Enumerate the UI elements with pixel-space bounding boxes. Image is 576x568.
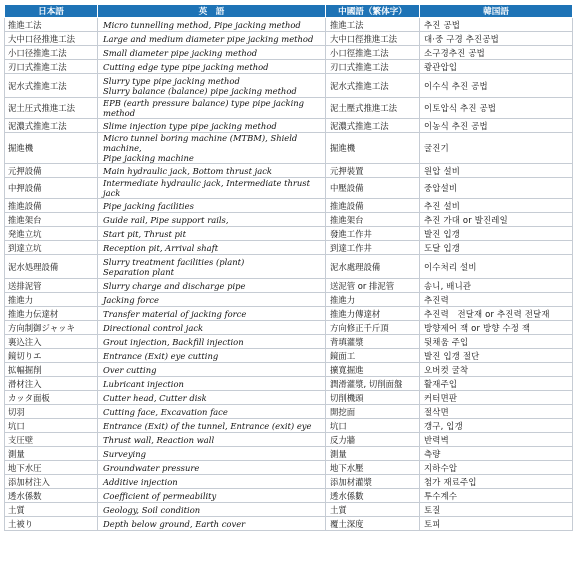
table-row: [5, 60, 573, 74]
term-japanese: 大中口径推進工法: [5, 32, 98, 46]
term-english: Reception pit, Arrival shaft: [98, 241, 326, 255]
term-korean: 추진 가대 or 발진레일: [420, 213, 573, 227]
term-english: Main hydraulic jack, Bottom thrust jack: [98, 164, 326, 178]
table-row: [5, 227, 573, 241]
header-row: [5, 5, 573, 18]
table-row: [5, 178, 573, 199]
term-chinese: 中壓設備: [326, 178, 420, 199]
term-english: Coefficient of permeability: [98, 489, 326, 503]
term-chinese: 發進工作井: [326, 227, 420, 241]
term-chinese: 刃口式推進工法: [326, 60, 420, 74]
term-chinese: 開挖面: [326, 405, 420, 419]
term-japanese: 発進立坑: [5, 227, 98, 241]
term-japanese: 土質: [5, 503, 98, 517]
term-english: Over cutting: [98, 363, 326, 377]
term-english: Cutting face, Excavation face: [98, 405, 326, 419]
term-english: Micro tunnel boring machine (MTBM), Shield machine, Pipe jacking machine: [98, 133, 326, 164]
term-korean: 이수처리 설비: [420, 255, 573, 279]
term-japanese: 推進架台: [5, 213, 98, 227]
term-english: Groundwater pressure: [98, 461, 326, 475]
term-chinese: 到達工作井: [326, 241, 420, 255]
term-korean: 반력벽: [420, 433, 573, 447]
term-korean: 갱구, 입갱: [420, 419, 573, 433]
header-korean: 韓国語: [420, 5, 573, 18]
term-english: Slurry charge and discharge pipe: [98, 279, 326, 293]
term-japanese: 送排泥管: [5, 279, 98, 293]
table-row: [5, 46, 573, 60]
term-korean: 절삭면: [420, 405, 573, 419]
table-row: [5, 293, 573, 307]
term-english: Pipe jacking facilities: [98, 199, 326, 213]
term-japanese: 鏡切りエ: [5, 349, 98, 363]
term-english: Cutting edge type pipe jacking method: [98, 60, 326, 74]
table-row: [5, 419, 573, 433]
term-chinese: 測量: [326, 447, 420, 461]
term-english: Transfer material of jacking force: [98, 307, 326, 321]
term-chinese: 土質: [326, 503, 420, 517]
term-japanese: カッタ面板: [5, 391, 98, 405]
table-row: [5, 349, 573, 363]
term-chinese: 推進力: [326, 293, 420, 307]
term-japanese: 到達立坑: [5, 241, 98, 255]
table-row: [5, 119, 573, 133]
term-chinese: 背填灌漿: [326, 335, 420, 349]
term-japanese: 泥土圧式推進工法: [5, 98, 98, 119]
term-chinese: 泥濃式推進工法: [326, 119, 420, 133]
table-row: [5, 503, 573, 517]
table-row: [5, 321, 573, 335]
term-chinese: 推進力傳達材: [326, 307, 420, 321]
term-korean: 발진 입갱: [420, 227, 573, 241]
term-english: Thrust wall, Reaction wall: [98, 433, 326, 447]
glossary-body: [5, 18, 573, 531]
table-row: [5, 405, 573, 419]
term-japanese: 泥水式推進工法: [5, 74, 98, 98]
term-english: Entrance (Exit) of the tunnel, Entrance (exit) eye: [98, 419, 326, 433]
term-japanese: 方向制御ジャッキ: [5, 321, 98, 335]
term-korean: 추진력 전달재 or 추진력 전달재: [420, 307, 573, 321]
term-japanese: 小口径推進工法: [5, 46, 98, 60]
term-korean: 이수식 추진 공법: [420, 74, 573, 98]
table-row: [5, 447, 573, 461]
term-chinese: 推進工法: [326, 18, 420, 32]
term-korean: 원압 설비: [420, 164, 573, 178]
table-row: [5, 279, 573, 293]
term-chinese: 泥水處理設備: [326, 255, 420, 279]
term-japanese: 支圧壁: [5, 433, 98, 447]
term-korean: 측량: [420, 447, 573, 461]
table-row: [5, 307, 573, 321]
term-english: Entrance (Exit) eye cutting: [98, 349, 326, 363]
term-english: Surveying: [98, 447, 326, 461]
term-chinese: 泥土壓式推進工法: [326, 98, 420, 119]
term-korean: 쾅관압입: [420, 60, 573, 74]
term-chinese: 潤滑灌漿, 切削面盤: [326, 377, 420, 391]
term-korean: 토피: [420, 517, 573, 531]
term-japanese: 測量: [5, 447, 98, 461]
term-english: Cutter head, Cutter disk: [98, 391, 326, 405]
term-chinese: 反力牆: [326, 433, 420, 447]
term-korean: 뒷채움 주입: [420, 335, 573, 349]
term-chinese: 切削機頭: [326, 391, 420, 405]
table-row: [5, 489, 573, 503]
table-row: [5, 98, 573, 119]
term-english: Start pit, Thrust pit: [98, 227, 326, 241]
table-row: [5, 335, 573, 349]
term-korean: 도달 입갱: [420, 241, 573, 255]
term-chinese: 元押裝置: [326, 164, 420, 178]
term-english: Large and medium diameter pipe jacking method: [98, 32, 326, 46]
term-english: Jacking force: [98, 293, 326, 307]
term-korean: 커터면판: [420, 391, 573, 405]
term-chinese: 推進架台: [326, 213, 420, 227]
term-english: Grout injection, Backfill injection: [98, 335, 326, 349]
term-english: Geology, Soil condition: [98, 503, 326, 517]
term-japanese: 切羽: [5, 405, 98, 419]
table-row: [5, 255, 573, 279]
term-korean: 발진 입갱 절단: [420, 349, 573, 363]
term-korean: 송니, 배니관: [420, 279, 573, 293]
glossary-header: [5, 5, 573, 18]
term-chinese: 鏡面工: [326, 349, 420, 363]
term-korean: 오버컷 굴착: [420, 363, 573, 377]
term-chinese: 地下水壓: [326, 461, 420, 475]
table-row: [5, 18, 573, 32]
term-english: Directional control jack: [98, 321, 326, 335]
table-row: [5, 475, 573, 489]
term-english: Slime injection type pipe jacking method: [98, 119, 326, 133]
term-japanese: 土被り: [5, 517, 98, 531]
term-chinese: 添加材灌漿: [326, 475, 420, 489]
header-english: 英 語: [98, 5, 326, 18]
term-japanese: 拡幅掘削: [5, 363, 98, 377]
term-chinese: 小口徑推進工法: [326, 46, 420, 60]
table-row: [5, 241, 573, 255]
term-chinese: 坑口: [326, 419, 420, 433]
term-english: EPB (earth pressure balance) type pipe jacking method: [98, 98, 326, 119]
term-japanese: 元押設備: [5, 164, 98, 178]
table-row: [5, 74, 573, 98]
term-japanese: 泥濃式推進工法: [5, 119, 98, 133]
term-japanese: 刃口式推進工法: [5, 60, 98, 74]
term-japanese: 泥水処理設備: [5, 255, 98, 279]
table-row: [5, 213, 573, 227]
table-row: [5, 199, 573, 213]
table-row: [5, 377, 573, 391]
term-chinese: 透水係數: [326, 489, 420, 503]
term-korean: 투수계수: [420, 489, 573, 503]
table-row: [5, 363, 573, 377]
term-korean: 추진 공법: [420, 18, 573, 32]
term-korean: 방향제어 잭 or 방향 수정 잭: [420, 321, 573, 335]
term-korean: 토질: [420, 503, 573, 517]
glossary-table: [4, 4, 573, 531]
term-korean: 굴진기: [420, 133, 573, 164]
term-korean: 첨가 재료주입: [420, 475, 573, 489]
term-korean: 이농식 추진 공법: [420, 119, 573, 133]
term-english: Guide rail, Pipe support rails,: [98, 213, 326, 227]
term-japanese: 推進工法: [5, 18, 98, 32]
table-row: [5, 461, 573, 475]
header-chinese: 中國語（繁体字）: [326, 5, 420, 18]
term-english: Slurry type pipe jacking method Slurry balance (balance) pipe jacking method: [98, 74, 326, 98]
term-korean: 추진력: [420, 293, 573, 307]
term-korean: 활재주입: [420, 377, 573, 391]
term-japanese: 推進力: [5, 293, 98, 307]
table-row: [5, 32, 573, 46]
term-korean: 이토압식 추진 공법: [420, 98, 573, 119]
term-chinese: 大中口徑推進工法: [326, 32, 420, 46]
term-english: Intermediate hydraulic jack, Intermediate thrust jack: [98, 178, 326, 199]
term-english: Additive injection: [98, 475, 326, 489]
term-chinese: 掘進機: [326, 133, 420, 164]
table-row: [5, 433, 573, 447]
term-japanese: 滑材注入: [5, 377, 98, 391]
term-korean: 추진 설비: [420, 199, 573, 213]
term-english: Small diameter pipe jacking method: [98, 46, 326, 60]
term-chinese: 方向修正千斤頂: [326, 321, 420, 335]
term-chinese: 覆土深度: [326, 517, 420, 531]
term-chinese: 擴寬掘進: [326, 363, 420, 377]
term-korean: 지하수압: [420, 461, 573, 475]
header-japanese: 日本語: [5, 5, 98, 18]
term-japanese: 推進力伝達材: [5, 307, 98, 321]
term-japanese: 透水係数: [5, 489, 98, 503]
term-japanese: 裏込注入: [5, 335, 98, 349]
term-english: Slurry treatment facilities (plant) Separation plant: [98, 255, 326, 279]
term-japanese: 地下水圧: [5, 461, 98, 475]
term-japanese: 推進設備: [5, 199, 98, 213]
term-korean: 소구경추진 공법: [420, 46, 573, 60]
term-korean: 중압설비: [420, 178, 573, 199]
table-row: [5, 391, 573, 405]
term-english: Micro tunnelling method, Pipe jacking method: [98, 18, 326, 32]
term-english: Lubricant injection: [98, 377, 326, 391]
term-japanese: 坑口: [5, 419, 98, 433]
term-japanese: 添加材注入: [5, 475, 98, 489]
term-chinese: 泥水式推進工法: [326, 74, 420, 98]
term-chinese: 推進設備: [326, 199, 420, 213]
table-row: [5, 164, 573, 178]
term-english: Depth below ground, Earth cover: [98, 517, 326, 531]
term-japanese: 中押設備: [5, 178, 98, 199]
term-korean: 대·중 구경 추진공법: [420, 32, 573, 46]
table-row: [5, 517, 573, 531]
table-row: [5, 133, 573, 164]
term-chinese: 送泥管 or 排泥管: [326, 279, 420, 293]
term-japanese: 掘進機: [5, 133, 98, 164]
